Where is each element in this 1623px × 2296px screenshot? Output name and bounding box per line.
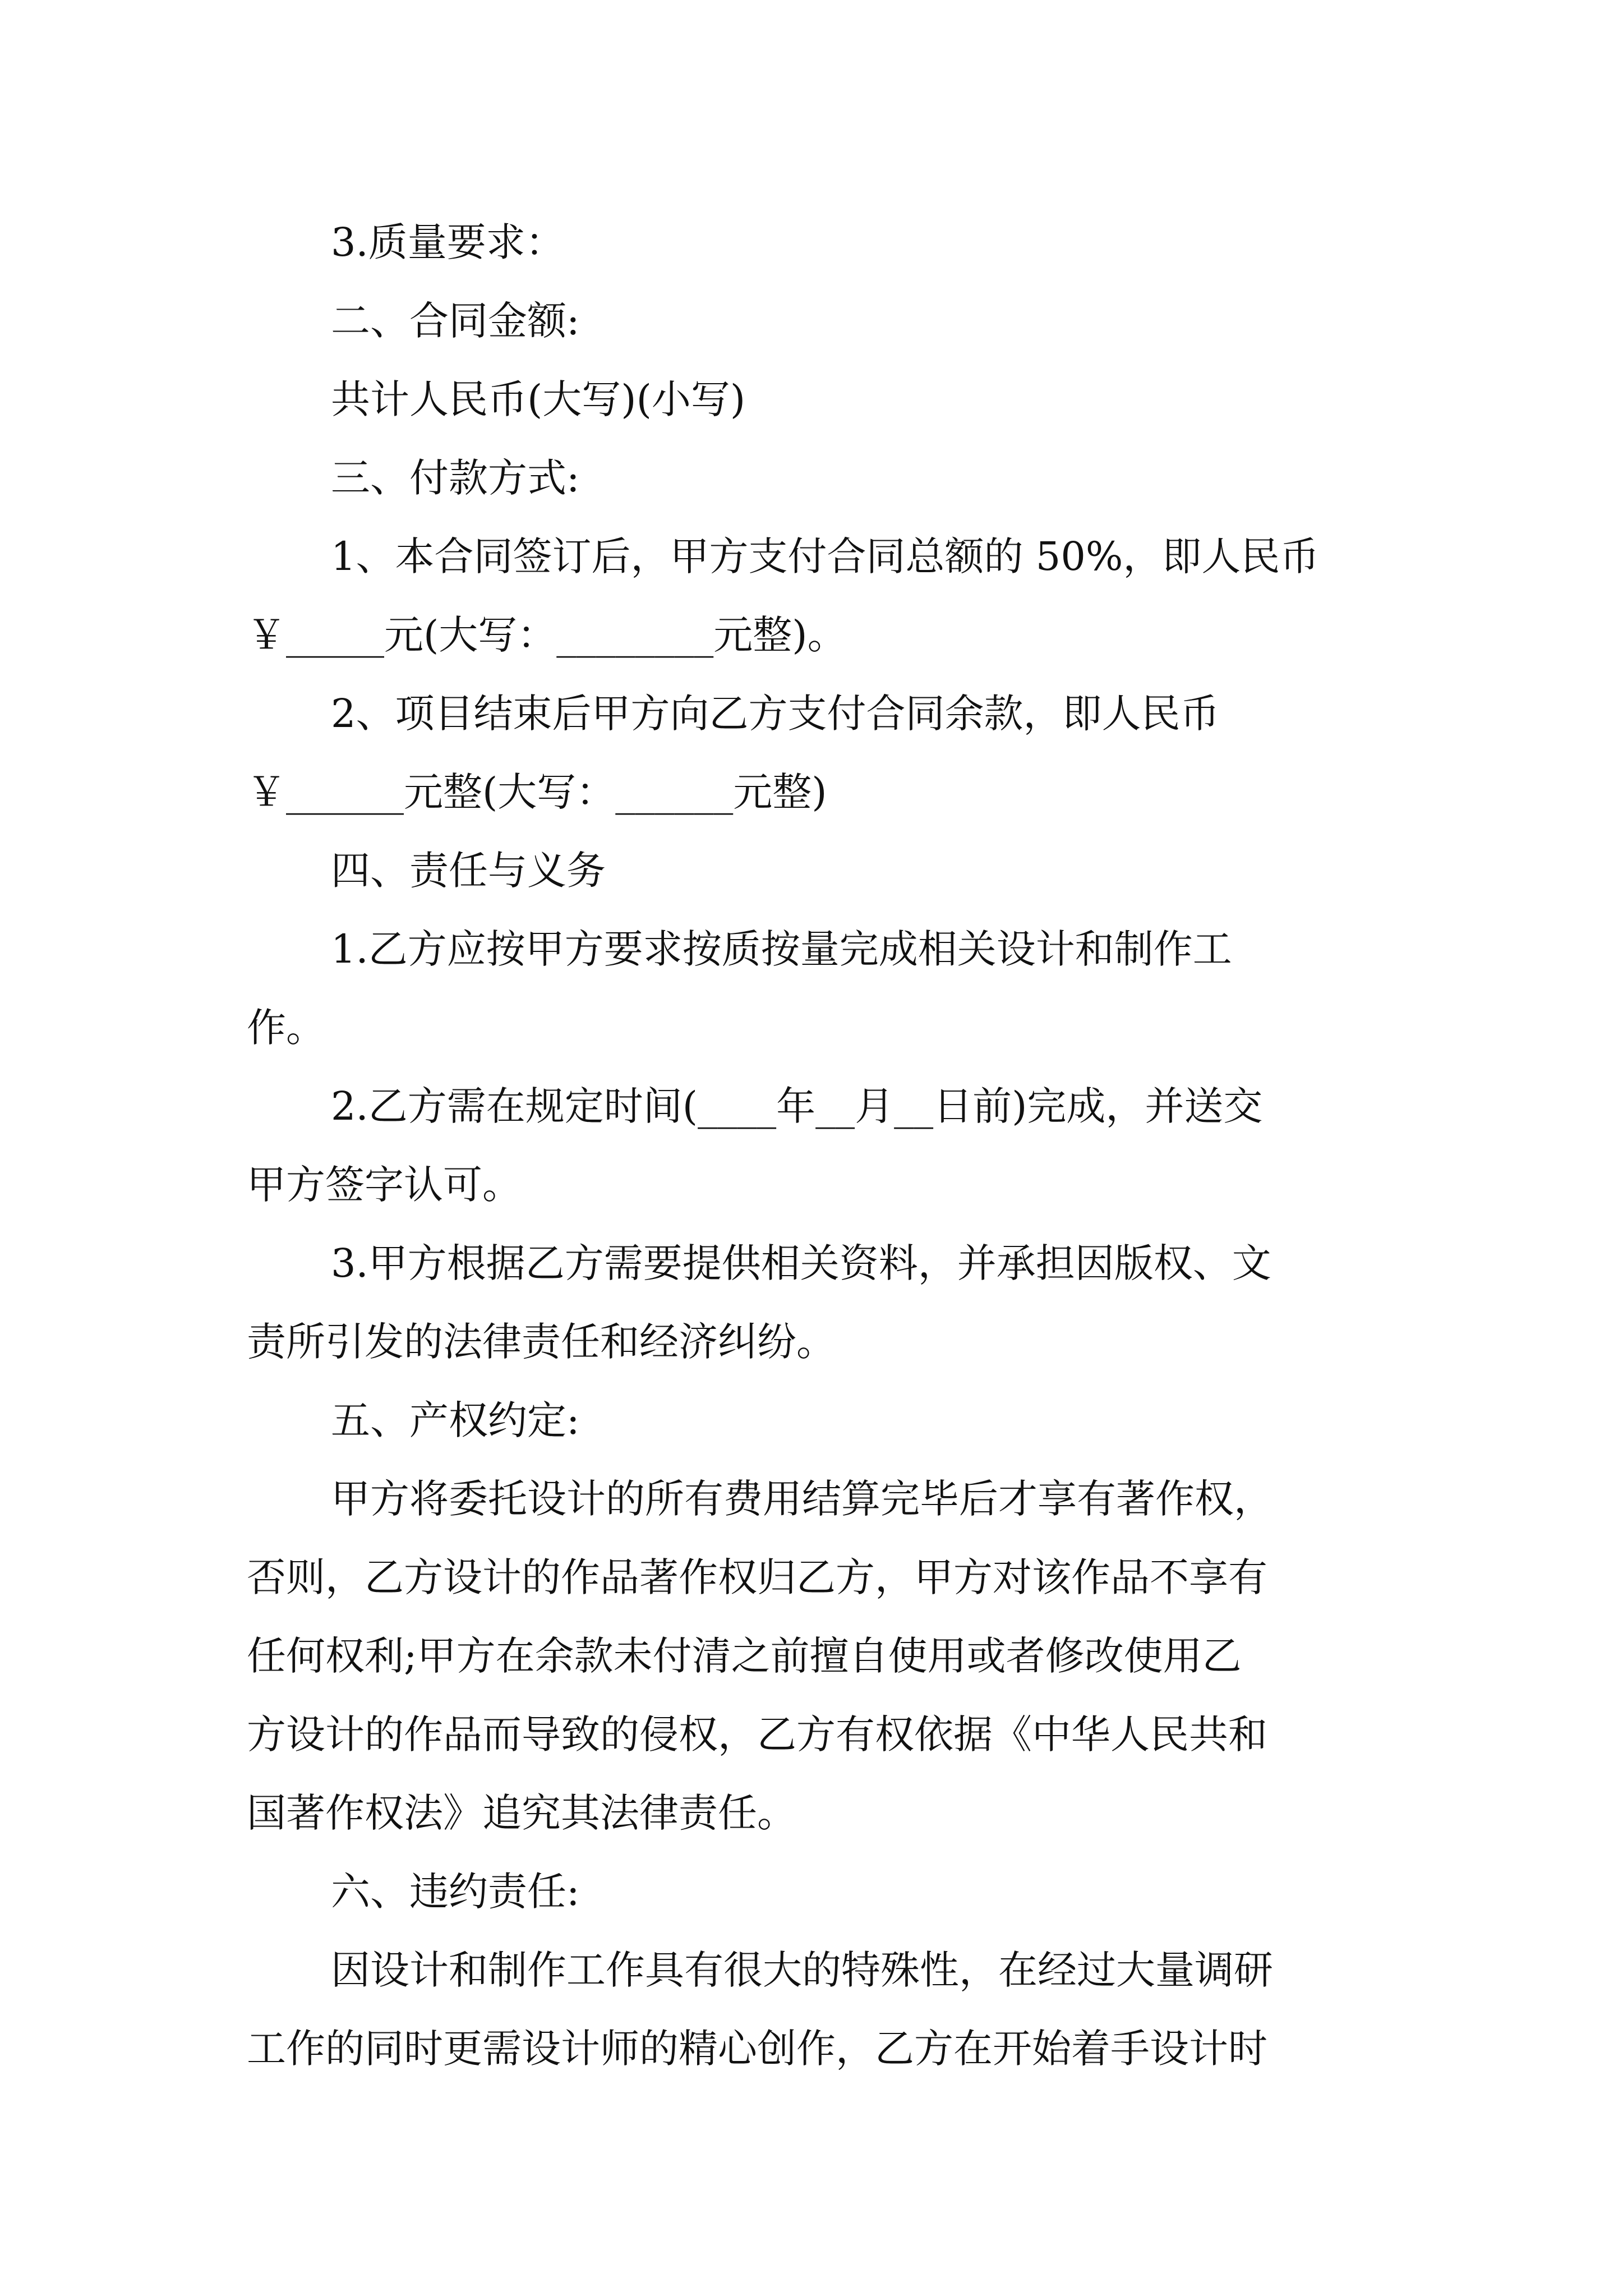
- payment-clause-1-line-1: 1、本合同签订后，甲方支付合同总额的 50%，即人民币: [331, 533, 1320, 579]
- payment-method-heading: 三、付款方式:: [331, 455, 580, 501]
- property-right-paragraph-line-4: 方设计的作品而导致的侵权，乙方有权依据《中华人民共和: [247, 1711, 1267, 1757]
- contract-amount-heading: 二、合同金额:: [331, 298, 580, 344]
- payment-clause-2-line-2: ￥______元整(大写：______元整): [247, 769, 827, 815]
- breach-liability-heading: 六、违约责任:: [331, 1869, 580, 1915]
- payment-clause-1-line-2: ￥_____元(大写：________元整)。: [247, 612, 847, 658]
- breach-liability-paragraph-line-2: 工作的同时更需设计师的精心创作，乙方在开始着手设计时: [247, 2026, 1267, 2072]
- payment-clause-2-line-1: 2、项目结束后甲方向乙方支付合同余款，即人民币: [331, 691, 1220, 737]
- responsibility-heading: 四、责任与义务: [331, 848, 606, 894]
- responsibility-clause-2-line-2: 甲方签字认可。: [247, 1162, 522, 1208]
- contract-amount-line: 共计人民币(大写)(小写): [331, 376, 746, 422]
- breach-liability-paragraph-line-1: 因设计和制作工作具有很大的特殊性，在经过大量调研: [331, 1947, 1273, 1993]
- property-right-heading: 五、产权约定:: [331, 1397, 580, 1443]
- responsibility-clause-3-line-2: 责所引发的法律责任和经济纠纷。: [247, 1319, 836, 1365]
- property-right-paragraph-line-2: 否则，乙方设计的作品著作权归乙方，甲方对该作品不享有: [247, 1554, 1267, 1600]
- property-right-paragraph-line-5: 国著作权法》追究其法律责任。: [247, 1790, 796, 1836]
- responsibility-clause-3-line-1: 3.甲方根据乙方需要提供相关资料，并承担因版权、文: [331, 1240, 1271, 1286]
- property-right-paragraph-line-3: 任何权利;甲方在余款未付清之前擅自使用或者修改使用乙: [247, 1633, 1242, 1679]
- property-right-paragraph-line-1: 甲方将委托设计的所有费用结算完毕后才享有著作权，: [331, 1476, 1273, 1522]
- quality-requirement-heading: 3.质量要求：: [331, 219, 565, 265]
- responsibility-clause-1-line-2: 作。: [247, 1005, 325, 1051]
- responsibility-clause-1-line-1: 1.乙方应按甲方要求按质按量完成相关设计和制作工: [331, 926, 1232, 972]
- responsibility-clause-2-line-1: 2.乙方需在规定时间(____年__月__日前)完成，并送交: [331, 1083, 1263, 1129]
